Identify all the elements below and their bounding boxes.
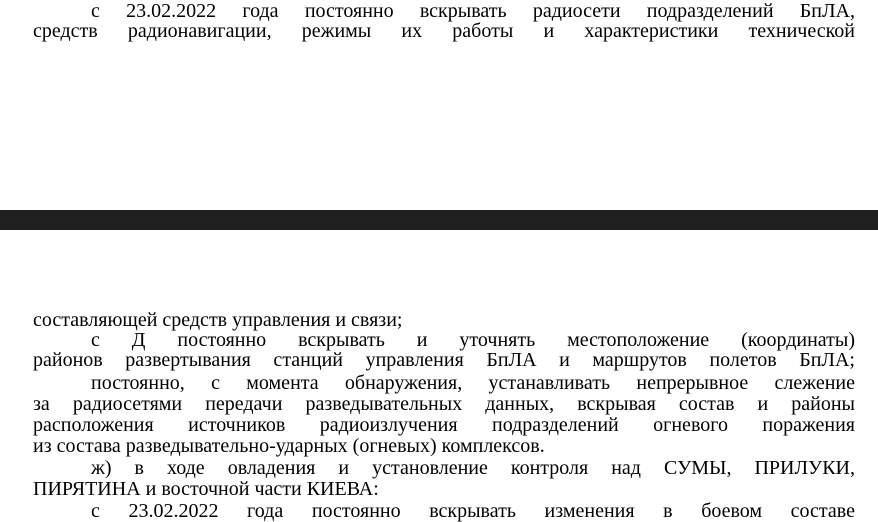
text-line: постоянно, с момента обнаружения, устанавливать непрерывное слежение: [91, 372, 855, 394]
text-line: ж) в ходе овладения и установление контроля над СУМЫ, ПРИЛУКИ,: [91, 457, 855, 479]
page-divider: [0, 210, 878, 230]
text-line: районов развертывания станций управления БпЛА и маршрутов полетов БпЛА;: [33, 349, 855, 371]
document-page-bottom: [0, 230, 878, 522]
text-line: расположения источников радиоизлучения подразделений огневого поражения: [33, 414, 855, 436]
text-line: за радиосетями передачи разведывательных данных, вскрывая состав и районы: [33, 393, 855, 415]
text-line: ПИРЯТИНА и восточной части КИЕВА:: [33, 478, 379, 500]
text-line: из состава разведывательно-ударных (огневых) комплексов.: [33, 435, 545, 457]
text-line: с 23.02.2022 года постоянно вскрывать радиосети подразделений БпЛА,: [91, 0, 855, 22]
text-line: с Д постоянно вскрывать и уточнять местоположение (координаты): [91, 329, 855, 351]
text-line: средств радионавигации, режимы их работы и характеристики технической: [33, 20, 855, 42]
document-page-top: [0, 0, 878, 210]
text-line: с 23.02.2022 года постоянно вскрывать изменения в боевом составе: [91, 500, 855, 522]
text-line: составляющей средств управления и связи;: [33, 309, 403, 331]
